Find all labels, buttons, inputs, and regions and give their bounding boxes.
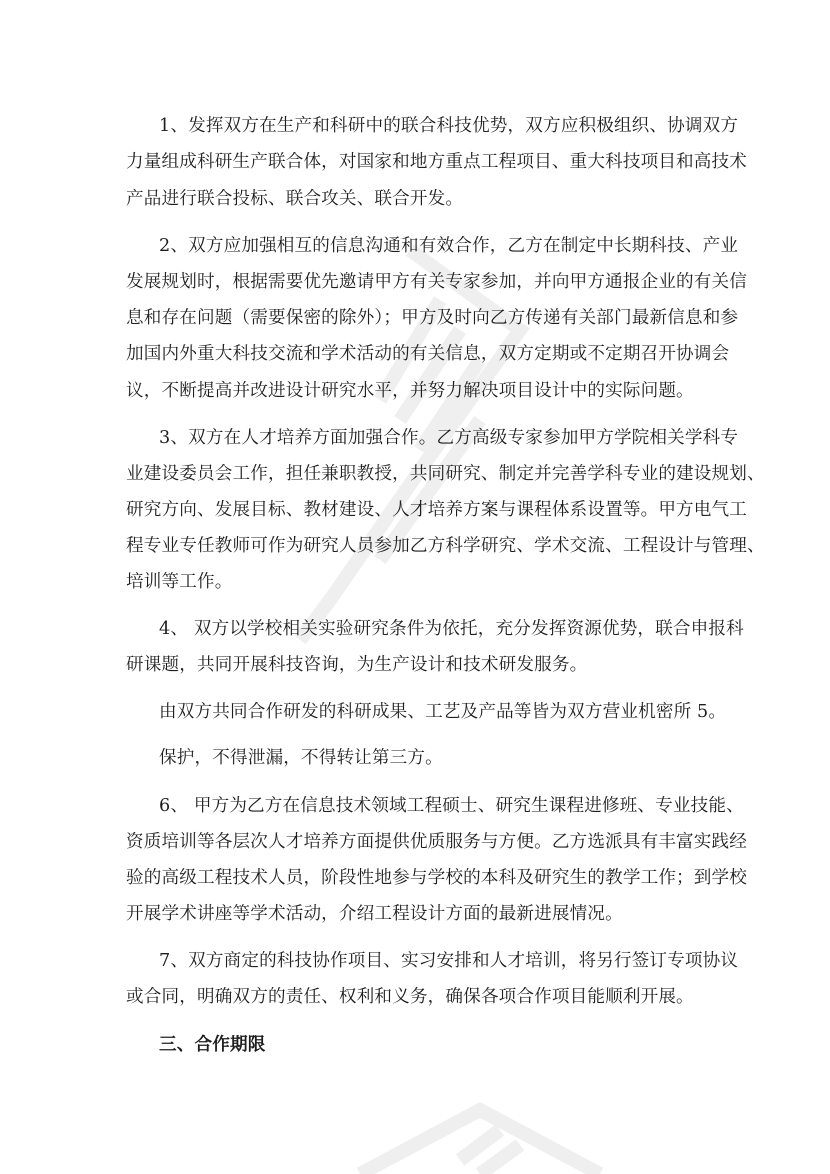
- paragraph-7-line-1: 7、双方商定的科技协作项目、实习安排和人才培训，将另行签订专项协议: [159, 951, 739, 971]
- paragraph-1-line-1: 1、发挥双方在生产和科研中的联合科技优势，双方应积极组织、协调双方: [159, 116, 739, 136]
- paragraph-3-line-3: 研究方向、发展目标、教材建设、人才培养方案与课程体系设置等。甲方电气工: [126, 500, 748, 520]
- paragraph-1-line-2: 力量组成科研生产联合体，对国家和地方重点工程项目、重大科技项目和高技术: [126, 152, 748, 172]
- paragraph-6-line-4: 开展学术讲座等学术活动，介绍工程设计方面的最新进展情况。: [126, 904, 623, 924]
- paragraph-3-line-5: 培训等工作。: [126, 572, 233, 592]
- paragraph-2-line-3: 息和存在问题（需要保密的除外）；甲方及时向乙方传递有关部门最新信息和参: [126, 308, 739, 328]
- paragraph-5-line-1: 由双方共同合作研发的科研成果、工艺及产品等皆为双方营业机密所 5。: [159, 702, 727, 722]
- paragraph-2-line-5: 议，不断提高并改进设计研究水平，并努力解决项目设计中的实际问题。: [126, 381, 694, 401]
- paragraph-2-line-4: 加国内外重大科技交流和学术活动的有关信息，双方定期或不定期召开协调会: [126, 344, 730, 364]
- paragraph-6-line-3: 验的高级工程技术人员，阶段性地参与学校的本科及研究生的教学工作；到学校: [126, 868, 748, 888]
- paragraph-6-line-2: 资质培训等各层次人才培养方面提供优质服务与方便。乙方选派具有丰富实践经: [126, 832, 748, 852]
- paragraph-3-line-1: 3、双方在人才培养方面加强合作。乙方高级专家参加甲方学院相关学科专: [159, 428, 739, 448]
- paragraph-2-line-1: 2、双方应加强相互的信息沟通和有效合作，乙方在制定中长期科技、产业: [159, 236, 739, 256]
- paragraph-7-line-2: 或合同，明确双方的责任、权利和义务，确保各项合作项目能顺利开展。: [126, 987, 694, 1007]
- paragraph-3-line-4: 程专业专任教师可作为研究人员参加乙方科学研究、学术交流、工程设计与管理、: [126, 536, 765, 556]
- paragraph-6-line-1: 6、 甲方为乙方在信息技术领域工程硕士、研究生课程进修班、专业技能、: [159, 796, 744, 816]
- paragraph-1-line-3: 产品进行联合投标、联合攻关、联合开发。: [126, 189, 464, 209]
- paragraph-2-line-2: 发展规划时，根据需要优先邀请甲方有关专家参加，并向甲方通报企业的有关信: [126, 272, 748, 292]
- section-heading: 三、合作期限: [159, 1035, 266, 1055]
- paragraph-4-line-2: 研课题，共同开展科技咨询，为生产设计和技术研发服务。: [126, 655, 588, 675]
- paragraph-3-line-2: 业建设委员会工作，担任兼职教授，共同研究、制定并完善学科专业的建设规划、: [126, 464, 765, 484]
- paragraph-5b-line-1: 保护，不得泄漏，不得转让第三方。: [159, 748, 443, 768]
- paragraph-4-line-1: 4、 双方以学校相关实验研究条件为依托，充分发挥资源优势，联合申报科: [159, 619, 744, 639]
